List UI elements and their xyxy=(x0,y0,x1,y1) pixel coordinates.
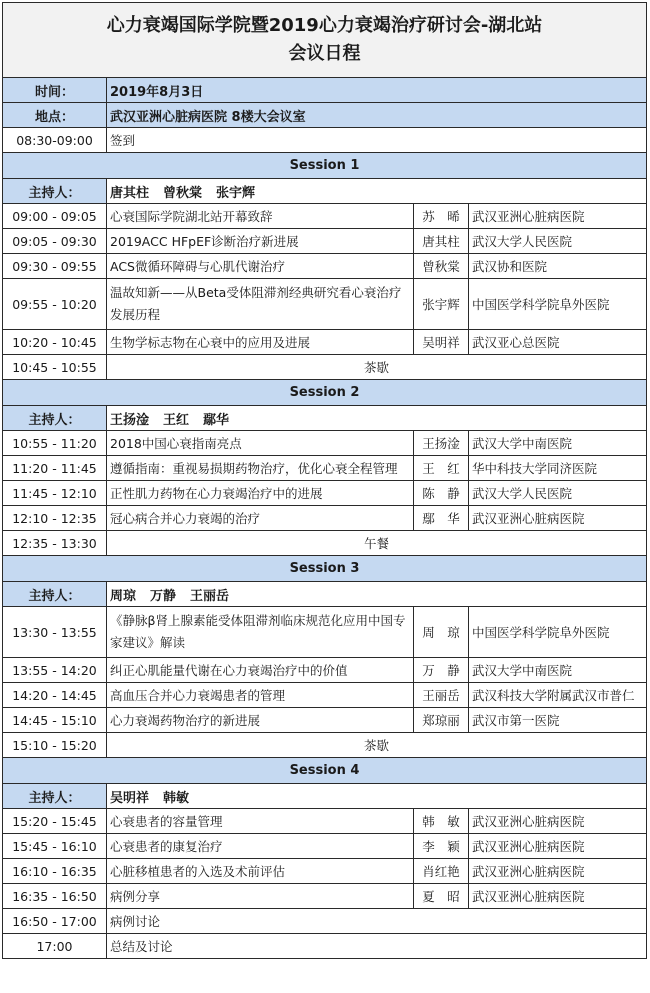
session-title: Session 1 xyxy=(3,153,647,179)
talk-time: 16:35 - 16:50 xyxy=(3,884,107,909)
closing-time: 17:00 xyxy=(3,934,107,959)
agenda-table xyxy=(2,2,647,959)
talk-topic: 正性肌力药物在心力衰竭治疗中的进展 xyxy=(107,481,414,506)
talk-hospital: 武汉协和医院 xyxy=(469,254,647,279)
closing-row xyxy=(3,934,647,959)
talk-speaker: 吴明祥 xyxy=(414,330,469,355)
talk-row xyxy=(3,884,647,909)
talk-hospital: 武汉亚洲心脏病医院 xyxy=(469,859,647,884)
session-header-row xyxy=(3,153,647,179)
talk-hospital: 武汉亚洲心脏病医院 xyxy=(469,204,647,229)
talk-row xyxy=(3,279,647,330)
host-label: 主持人： xyxy=(3,784,107,809)
talk-row xyxy=(3,229,647,254)
talk-hospital: 武汉大学人民医院 xyxy=(469,481,647,506)
talk-time: 15:45 - 16:10 xyxy=(3,834,107,859)
closing-label: 总结及讨论 xyxy=(107,934,647,959)
talk-topic: 心脏移植患者的入选及术前评估 xyxy=(107,859,414,884)
talk-hospital: 武汉亚洲心脏病医院 xyxy=(469,884,647,909)
host-label: 主持人： xyxy=(3,582,107,607)
host-name: 万静 xyxy=(150,588,177,604)
host-name: 王丽岳 xyxy=(190,588,230,604)
talk-topic: 高血压合并心力衰竭患者的管理 xyxy=(107,683,414,708)
host-name: 王红 xyxy=(163,412,190,428)
talk-row xyxy=(3,456,647,481)
talk-topic: 2018中国心衰指南亮点 xyxy=(107,431,414,456)
checkin-row xyxy=(3,128,647,153)
host-row xyxy=(3,406,647,431)
host-name: 王扬淦 xyxy=(110,412,150,428)
talk-row xyxy=(3,834,647,859)
talk-speaker: 肖红艳 xyxy=(414,859,469,884)
session-header-row xyxy=(3,380,647,406)
host-label: 主持人： xyxy=(3,179,107,204)
host-name: 曾秋棠 xyxy=(163,185,203,201)
host-name: 鄢华 xyxy=(203,412,230,428)
talk-topic: 遵循指南：重视易损期药物治疗，优化心衰全程管理 xyxy=(107,456,414,481)
talk-time: 09:30 - 09:55 xyxy=(3,254,107,279)
talk-time: 09:55 - 10:20 xyxy=(3,279,107,330)
talk-row xyxy=(3,683,647,708)
talk-time: 14:45 - 15:10 xyxy=(3,708,107,733)
session-header-row xyxy=(3,758,647,784)
host-name: 张宇辉 xyxy=(216,185,256,201)
talk-time: 14:20 - 14:45 xyxy=(3,683,107,708)
session-title: Session 4 xyxy=(3,758,647,784)
talk-speaker: 万 静 xyxy=(414,658,469,683)
talk-speaker: 李 颖 xyxy=(414,834,469,859)
title-line-2: 会议日程 xyxy=(288,43,361,64)
break-time: 12:35 - 13:30 xyxy=(3,531,107,556)
talk-row xyxy=(3,809,647,834)
talk-time: 13:30 - 13:55 xyxy=(3,607,107,658)
talk-topic: 心力衰竭药物治疗的新进展 xyxy=(107,708,414,733)
talk-hospital: 武汉科技大学附属武汉市普仁 xyxy=(469,683,647,708)
talk-speaker: 鄢 华 xyxy=(414,506,469,531)
talk-hospital: 中国医学科学院阜外医院 xyxy=(469,279,647,330)
talk-time: 10:20 - 10:45 xyxy=(3,330,107,355)
talk-topic: ACS微循环障碍与心肌代谢治疗 xyxy=(107,254,414,279)
date-label: 时间： xyxy=(3,78,107,103)
talk-row xyxy=(3,254,647,279)
title-line-1: 心力衰竭国际学院暨2019心力衰竭治疗研讨会-湖北站 xyxy=(106,15,543,36)
closing-label: 病例讨论 xyxy=(107,909,647,934)
talk-topic: 心衰国际学院湖北站开幕致辞 xyxy=(107,204,414,229)
talk-topic: 心衰患者的容量管理 xyxy=(107,809,414,834)
talk-topic: 心衰患者的康复治疗 xyxy=(107,834,414,859)
talk-hospital: 武汉亚洲心脏病医院 xyxy=(469,809,647,834)
venue-value: 武汉亚洲心脏病医院 8楼大会议室 xyxy=(107,103,647,128)
break-row xyxy=(3,355,647,380)
talk-speaker: 唐其柱 xyxy=(414,229,469,254)
page-title xyxy=(3,3,647,78)
talk-speaker: 曾秋棠 xyxy=(414,254,469,279)
title-row xyxy=(3,3,647,78)
host-names xyxy=(107,406,647,431)
break-row xyxy=(3,733,647,758)
host-names xyxy=(107,179,647,204)
checkin-label: 签到 xyxy=(107,128,647,153)
talk-topic: 病例分享 xyxy=(107,884,414,909)
host-label: 主持人： xyxy=(3,406,107,431)
talk-hospital: 中国医学科学院阜外医院 xyxy=(469,607,647,658)
talk-hospital: 武汉大学人民医院 xyxy=(469,229,647,254)
talk-speaker: 王扬淦 xyxy=(414,431,469,456)
checkin-time: 08:30-09:00 xyxy=(3,128,107,153)
talk-row xyxy=(3,431,647,456)
talk-hospital: 武汉大学中南医院 xyxy=(469,658,647,683)
talk-time: 11:45 - 12:10 xyxy=(3,481,107,506)
talk-speaker: 王 红 xyxy=(414,456,469,481)
talk-row xyxy=(3,708,647,733)
talk-time: 12:10 - 12:35 xyxy=(3,506,107,531)
talk-hospital: 武汉亚心总医院 xyxy=(469,330,647,355)
talk-speaker: 周 琼 xyxy=(414,607,469,658)
break-label: 茶歇 xyxy=(107,733,647,758)
talk-hospital: 武汉市第一医院 xyxy=(469,708,647,733)
talk-hospital: 华中科技大学同济医院 xyxy=(469,456,647,481)
break-time: 15:10 - 15:20 xyxy=(3,733,107,758)
talk-speaker: 夏 昭 xyxy=(414,884,469,909)
host-names xyxy=(107,582,647,607)
talk-time: 16:10 - 16:35 xyxy=(3,859,107,884)
host-name: 周琼 xyxy=(110,588,137,604)
talk-time: 09:05 - 09:30 xyxy=(3,229,107,254)
session-title: Session 3 xyxy=(3,556,647,582)
talk-hospital: 武汉大学中南医院 xyxy=(469,431,647,456)
talk-row xyxy=(3,506,647,531)
talk-speaker: 苏 晞 xyxy=(414,204,469,229)
host-row xyxy=(3,179,647,204)
talk-time: 13:55 - 14:20 xyxy=(3,658,107,683)
talk-topic: 温故知新——从Beta受体阻滞剂经典研究看心衰治疗发展历程 xyxy=(107,279,414,330)
talk-topic: 冠心病合并心力衰竭的治疗 xyxy=(107,506,414,531)
closing-row xyxy=(3,909,647,934)
date-row xyxy=(3,78,647,103)
talk-row xyxy=(3,204,647,229)
host-name: 吴明祥 xyxy=(110,790,150,806)
session-title: Session 2 xyxy=(3,380,647,406)
talk-time: 11:20 - 11:45 xyxy=(3,456,107,481)
talk-speaker: 王丽岳 xyxy=(414,683,469,708)
talk-hospital: 武汉亚洲心脏病医院 xyxy=(469,506,647,531)
talk-time: 10:55 - 11:20 xyxy=(3,431,107,456)
talk-time: 15:20 - 15:45 xyxy=(3,809,107,834)
venue-label: 地点： xyxy=(3,103,107,128)
talk-row xyxy=(3,859,647,884)
session-header-row xyxy=(3,556,647,582)
host-row xyxy=(3,784,647,809)
host-name: 唐其柱 xyxy=(110,185,150,201)
host-row xyxy=(3,582,647,607)
talk-topic: 2019ACC HFpEF诊断治疗新进展 xyxy=(107,229,414,254)
talk-row xyxy=(3,330,647,355)
agenda-sheet xyxy=(2,2,646,959)
closing-time: 16:50 - 17:00 xyxy=(3,909,107,934)
break-label: 茶歇 xyxy=(107,355,647,380)
break-row xyxy=(3,531,647,556)
talk-speaker: 张宇辉 xyxy=(414,279,469,330)
break-label: 午餐 xyxy=(107,531,647,556)
date-value: 2019年8月3日 xyxy=(107,78,647,103)
talk-speaker: 陈 静 xyxy=(414,481,469,506)
talk-topic: 纠正心肌能量代谢在心力衰竭治疗中的价值 xyxy=(107,658,414,683)
talk-hospital: 武汉亚洲心脏病医院 xyxy=(469,834,647,859)
talk-row xyxy=(3,607,647,658)
talk-speaker: 韩 敏 xyxy=(414,809,469,834)
host-names xyxy=(107,784,647,809)
talk-row xyxy=(3,658,647,683)
talk-topic: 生物学标志物在心衰中的应用及进展 xyxy=(107,330,414,355)
talk-topic: 《静脉β肾上腺素能受体阻滞剂临床规范化应用中国专家建议》解读 xyxy=(107,607,414,658)
break-time: 10:45 - 10:55 xyxy=(3,355,107,380)
talk-row xyxy=(3,481,647,506)
venue-row xyxy=(3,103,647,128)
talk-time: 09:00 - 09:05 xyxy=(3,204,107,229)
talk-speaker: 郑琼丽 xyxy=(414,708,469,733)
host-name: 韩敏 xyxy=(163,790,190,806)
